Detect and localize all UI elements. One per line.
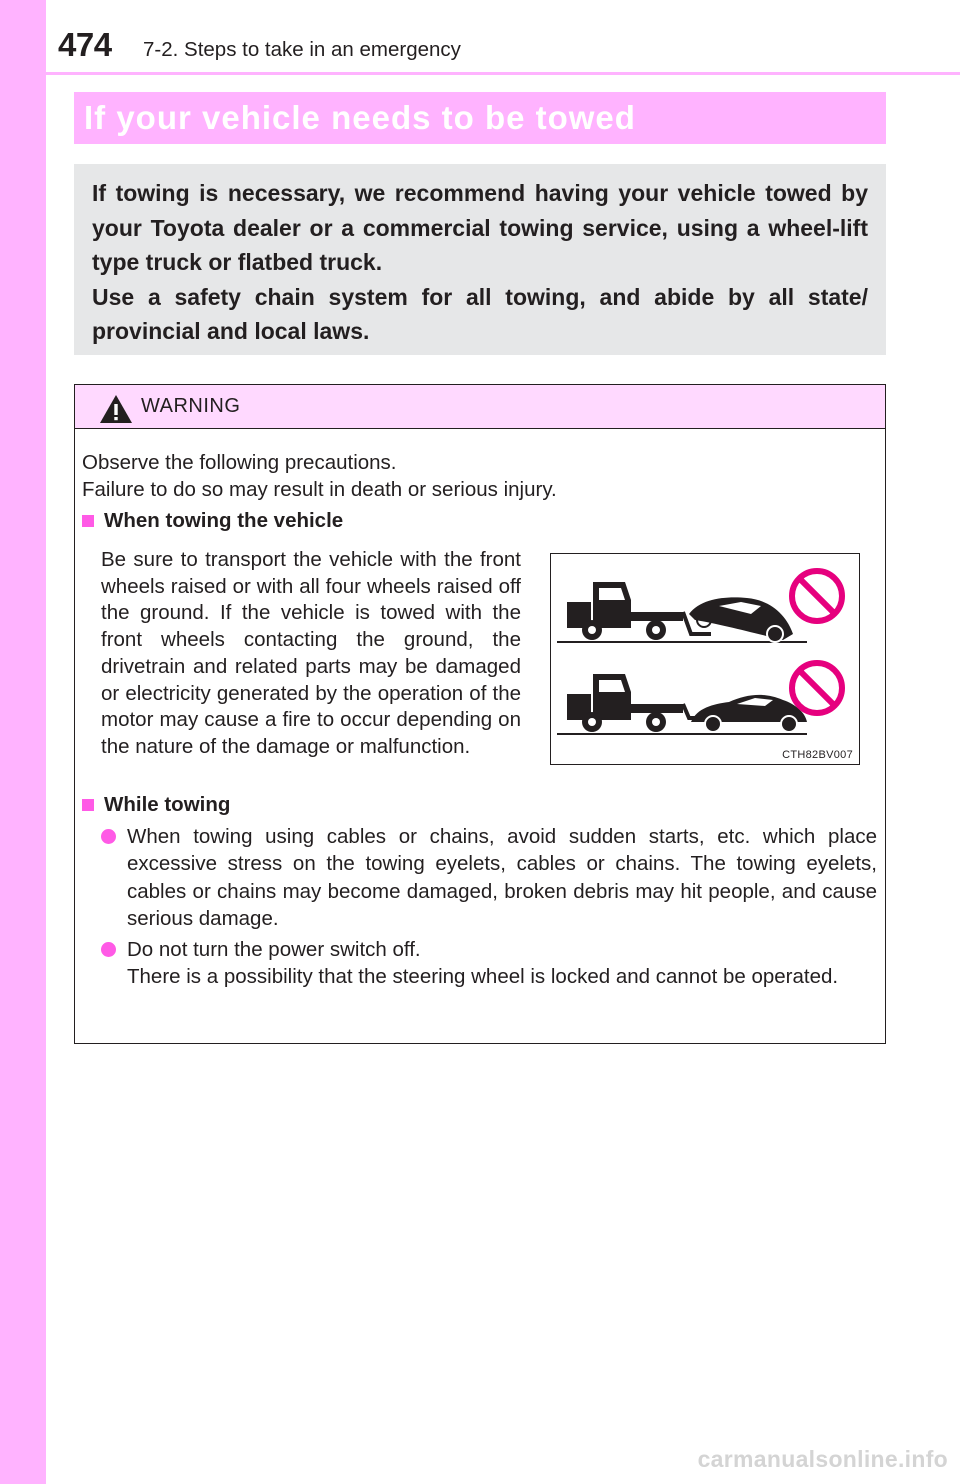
- warning-triangle-icon: [99, 394, 133, 424]
- watermark: carmanualsonline.info: [697, 1446, 948, 1472]
- intro-paragraph-1: If towing is necessary, we recommend having your vehicle towed by your Toyota dealer or a commercial towing service, using a wheel-lift type truck or flatbed truck.: [92, 180, 868, 275]
- bullet-text-cables: When towing using cables or chains, avoid sudden starts, etc. which place excessive stress on the towing eyelets, cables or chains. The towing eyelets, cables or chains may become damaged, broken debris may hit people, and cause serious damage.: [127, 825, 877, 931]
- bullet-text-power-switch: [127, 936, 877, 991]
- towing-illustration: [550, 553, 860, 765]
- bullet-text-power-switch-line-1: Do not turn the power switch off.: [127, 938, 421, 961]
- towing-illustration-drawing: [551, 554, 859, 764]
- page-title: If your vehicle needs to be towed: [74, 92, 886, 144]
- tow-truck-rear-on-ground: [557, 674, 807, 734]
- intro-paragraph-2: Use a safety chain system for all towing, and abide by all state/ provincial and local laws.: [92, 283, 868, 344]
- towing-caution-text: Be sure to transport the vehicle with the front wheels raised or with all four wheels raised off the ground. If the vehicle is towed with the front wheels contacting the ground, the drivetrain and related parts may be damaged or electricity generated by the operation of the motor may cause a fire to occur depending on the nature of the damage or malfunction.: [101, 548, 521, 758]
- subheading-while-towing-label: While towing: [104, 793, 231, 816]
- warning-label: WARNING: [141, 395, 241, 417]
- round-bullet-icon: [101, 829, 116, 844]
- tow-truck-front-raised: [557, 582, 807, 642]
- section-header: 7-2. Steps to take in an emergency: [143, 38, 461, 61]
- bullet-item-cables: [101, 823, 877, 933]
- warning-header: [75, 385, 885, 429]
- round-bullet-icon: [101, 942, 116, 957]
- prohibited-sign-icon: [792, 663, 842, 713]
- header-rule: [46, 72, 960, 75]
- bullet-item-power-switch: [101, 936, 877, 991]
- square-bullet-icon: [82, 799, 94, 811]
- page-number: 474: [58, 26, 112, 63]
- warning-box: [74, 384, 886, 1044]
- subheading-when-towing: [82, 509, 343, 533]
- intro-box: [74, 164, 886, 355]
- square-bullet-icon: [82, 515, 94, 527]
- subheading-while-towing: [82, 793, 230, 817]
- subheading-when-towing-label: When towing the vehicle: [104, 509, 344, 532]
- warning-intro-line-1: Observe the following precautions.: [82, 451, 397, 474]
- bullet-text-power-switch-line-2: There is a possibility that the steering wheel is locked and cannot be operated.: [127, 965, 839, 989]
- warning-intro-line-2: Failure to do so may result in death or serious injury.: [82, 478, 557, 501]
- side-tab-bar: [0, 0, 46, 1484]
- warning-intro: [82, 449, 557, 503]
- figure-code: CTH82BV007: [782, 749, 853, 761]
- prohibited-sign-icon: [792, 571, 842, 621]
